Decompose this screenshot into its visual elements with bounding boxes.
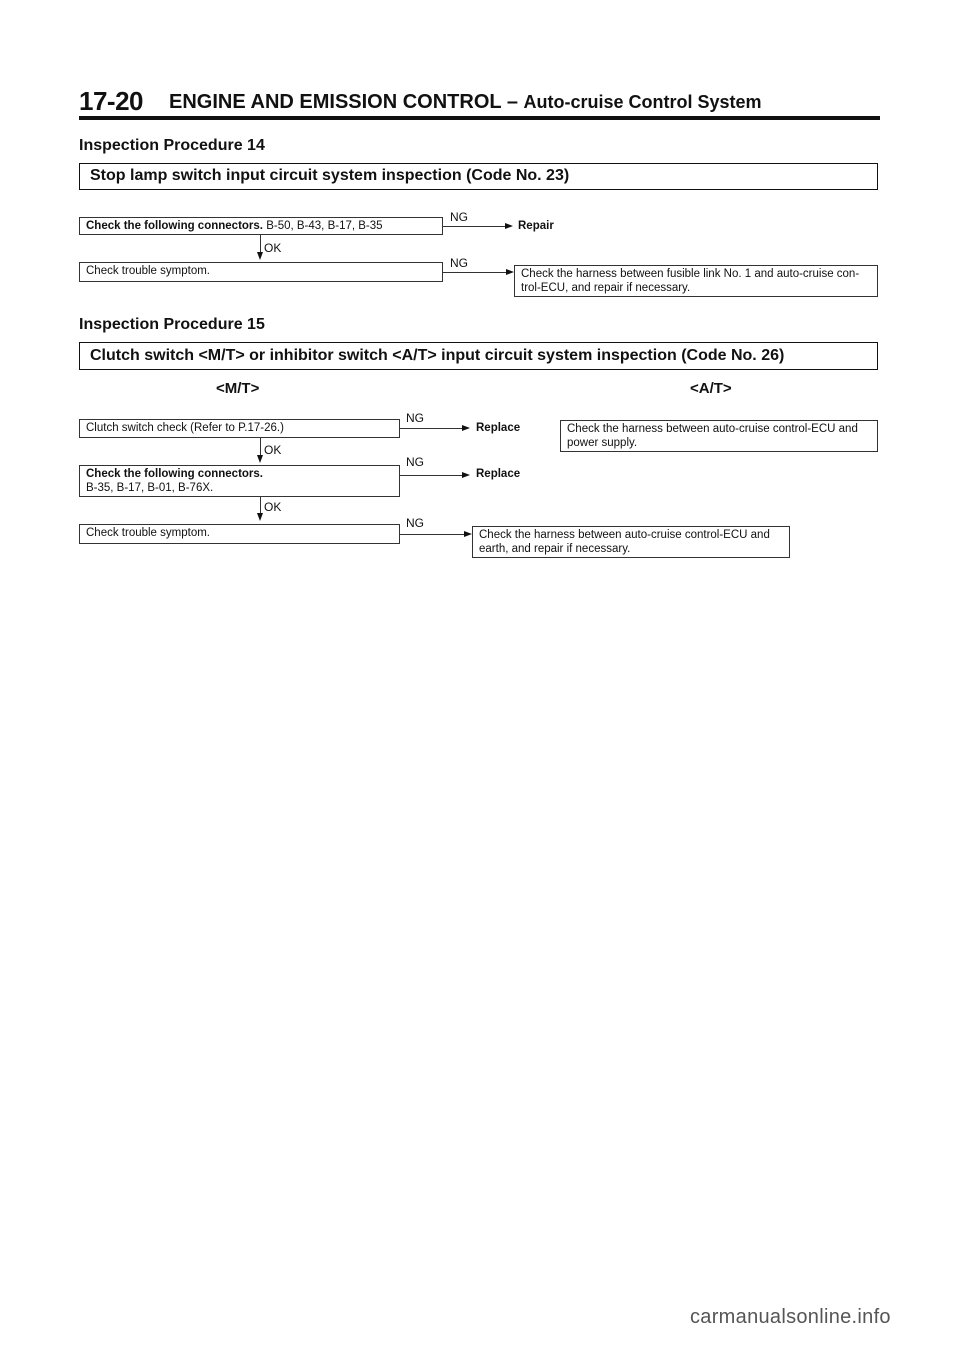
mt-step1-ng-line (400, 428, 464, 429)
procedure-14-title: Stop lamp switch input circuit system inspection (Code No. 23) (79, 163, 878, 190)
mt-step3-ng-line (400, 534, 466, 535)
p14-step-check-connectors (79, 217, 443, 235)
title-dash: – (506, 91, 518, 113)
mt-step2-ng-label: NG (406, 455, 424, 469)
page-number: 17-20 (79, 86, 143, 116)
mt-ok-line-1 (260, 438, 261, 456)
mt-step1-result: Replace (476, 422, 521, 434)
section-subtitle: Auto-cruise Control System (523, 92, 762, 112)
p14-step2-ng-label: NG (450, 256, 468, 270)
arrow-down-icon (257, 252, 263, 260)
mt-step2-bold: Check the following connectors. (86, 468, 263, 480)
p14-step-check-symptom: Check trouble symptom. (79, 262, 443, 282)
section-title: ENGINE AND EMISSION CONTROL (169, 91, 502, 113)
p14-step1-ng-line (443, 226, 507, 227)
mt-step2-ok-label: OK (264, 500, 282, 514)
p14-step1-result: Repair (518, 220, 554, 232)
arrow-down-icon (257, 455, 263, 463)
procedure-15-title: Clutch switch <M/T> or inhibitor switch <A/T> input circuit system inspection (Code No. 26) (79, 342, 878, 370)
arrow-right-icon (462, 425, 470, 431)
arrow-right-icon (462, 472, 470, 478)
mt-result-check-harness-earth: Check the harness between auto-cruise control-ECU and earth, and repair if necessary. (472, 526, 790, 558)
arrow-right-icon (464, 531, 472, 537)
mt-section-label: <M/T> (216, 380, 260, 397)
p14-ok-line (260, 235, 261, 253)
mt-step2-connectors: B-35, B-17, B-01, B-76X. (86, 482, 214, 494)
page-title (169, 91, 762, 114)
watermark: carmanualsonline.info (690, 1306, 891, 1328)
p14-step2-ng-line (443, 272, 508, 273)
mt-step1-ng-label: NG (406, 411, 424, 425)
procedure-14-heading: Inspection Procedure 14 (79, 137, 265, 154)
p14-step1-bold: Check the following connectors. (86, 220, 263, 232)
arrow-right-icon (506, 269, 514, 275)
mt-step1-ok-label: OK (264, 443, 282, 457)
p14-step1-connectors: B-50, B-43, B-17, B-35 (266, 220, 383, 232)
mt-step2-result: Replace (476, 468, 521, 480)
header-rule (79, 116, 880, 120)
mt-step-check-symptom: Check trouble symptom. (79, 524, 400, 544)
at-section-label: <A/T> (690, 380, 732, 397)
p14-step1-ok-label: OK (264, 241, 282, 255)
mt-step-check-connectors (79, 465, 400, 497)
mt-step2-ng-line (400, 475, 464, 476)
p14-result-check-harness: Check the harness between fusible link No. 1 and auto-cruise con- trol-ECU, and repair if necessary. (514, 265, 878, 297)
mt-step-clutch-switch-check: Clutch switch check (Refer to P.17-26.) (79, 419, 400, 438)
p14-step1-ng-label: NG (450, 210, 468, 224)
at-step-check-harness-power: Check the harness between auto-cruise control-ECU and power supply. (560, 420, 878, 452)
mt-ok-line-2 (260, 497, 261, 514)
mt-step3-ng-label: NG (406, 516, 424, 530)
procedure-15-heading: Inspection Procedure 15 (79, 316, 265, 333)
arrow-right-icon (505, 223, 513, 229)
arrow-down-icon (257, 513, 263, 521)
